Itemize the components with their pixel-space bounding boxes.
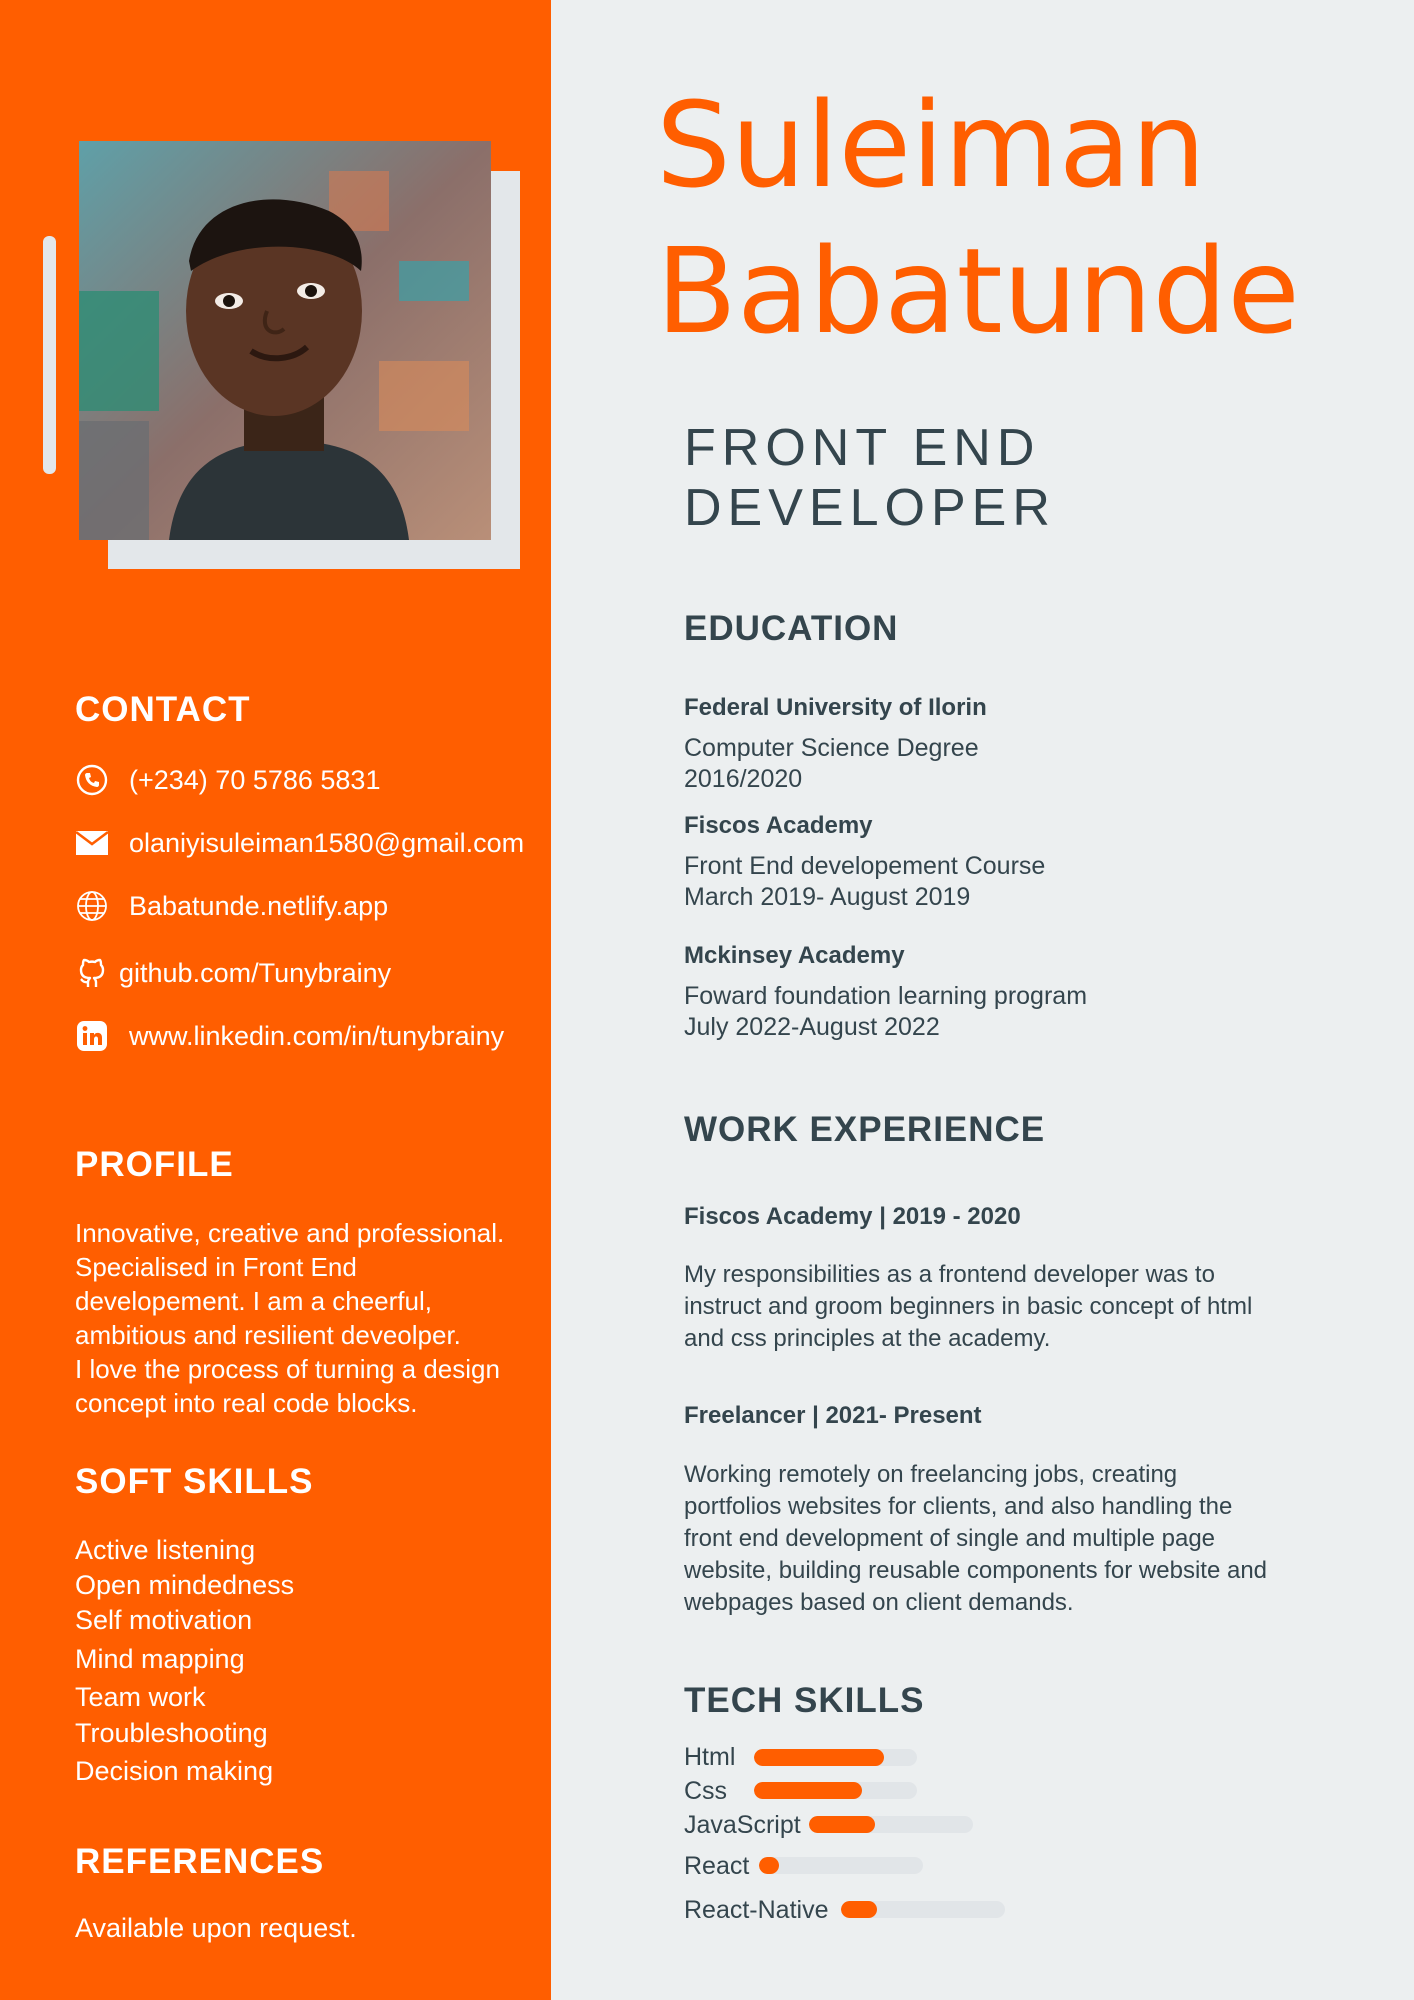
education-dates: March 2019- August 2019: [684, 883, 971, 911]
job-description-line: My responsibilities as a frontend developer was to: [684, 1261, 1215, 1288]
profile-text: [75, 1216, 515, 1420]
contact-email[interactable]: [75, 823, 524, 863]
contact-phone[interactable]: [75, 760, 380, 800]
job-description-line: front end development of single and multiple page: [684, 1525, 1216, 1552]
education-school: Federal University of Ilorin: [684, 694, 987, 721]
github-text: github.com/Tunybrainy: [119, 957, 392, 988]
tech-skill-bar-track: [754, 1782, 917, 1799]
website-text: Babatunde.netlify.app: [129, 890, 389, 921]
portrait-illustration: [79, 141, 491, 540]
job-title: Freelancer | 2021- Present: [684, 1402, 982, 1429]
profile-line: Innovative, creative and professional.: [75, 1218, 505, 1248]
profile-photo: [79, 141, 491, 540]
contact-github[interactable]: [75, 953, 391, 993]
job-description-line: website, building reusable components for website and: [684, 1557, 1268, 1584]
tech-skill-bar-fill: [759, 1857, 779, 1874]
linkedin-text: www.linkedin.com/in/tunybrainy: [129, 1020, 505, 1051]
decorative-accent-bar: [43, 236, 56, 474]
soft-skill-item: Team work: [75, 1682, 206, 1712]
work-experience-heading: WORK EXPERIENCE: [684, 1110, 1046, 1149]
soft-skill-item: Active listening: [75, 1535, 256, 1565]
education-school: Fiscos Academy: [684, 812, 873, 839]
profile-line: concept into real code blocks.: [75, 1388, 418, 1418]
tech-skills-heading: TECH SKILLS: [684, 1681, 925, 1720]
references-heading: REFERENCES: [75, 1842, 325, 1881]
soft-skill-item: Self motivation: [75, 1605, 253, 1635]
job-description-line: portfolios websites for clients, and also handling the: [684, 1493, 1233, 1520]
tech-skill-bar-fill: [754, 1749, 884, 1766]
soft-skills-heading: SOFT SKILLS: [75, 1462, 314, 1501]
soft-skill-item: Troubleshooting: [75, 1718, 268, 1748]
education-dates: July 2022-August 2022: [684, 1013, 940, 1041]
tech-skill-row: [684, 1740, 735, 1774]
tech-skill-row: [684, 1893, 829, 1927]
tech-skill-bar-track: [759, 1857, 923, 1874]
education-program: Foward foundation learning program: [684, 982, 1088, 1010]
education-heading: EDUCATION: [684, 609, 899, 648]
profile-heading: PROFILE: [75, 1145, 234, 1184]
contact-website[interactable]: [75, 886, 388, 926]
education-dates: 2016/2020: [684, 765, 803, 793]
main-content: [551, 0, 1414, 2000]
job-description: [684, 1259, 1284, 1355]
last-name: Babatunde: [656, 222, 1300, 360]
tech-skill-bar-track: [841, 1901, 1005, 1918]
soft-skill-item: Open mindedness: [75, 1570, 295, 1600]
contact-heading: CONTACT: [75, 690, 251, 729]
profile-line: ambitious and resilient deveolper.: [75, 1320, 461, 1350]
education-program: Front End developement Course: [684, 852, 1046, 880]
job-description: [684, 1459, 1284, 1619]
sidebar: [0, 0, 551, 2000]
linkedin-icon: [75, 1019, 109, 1053]
phone-icon: [75, 763, 109, 797]
job-description-line: webpages based on client demands.: [684, 1589, 1074, 1616]
tech-skill-bar-track: [809, 1816, 973, 1833]
tech-skill-label: Html: [684, 1742, 736, 1771]
tech-skill-bar-fill: [754, 1782, 862, 1799]
globe-icon: [75, 889, 109, 923]
mail-icon: [75, 826, 109, 860]
education-program: Computer Science Degree: [684, 734, 979, 762]
job-description-line: and css principles at the academy.: [684, 1325, 1051, 1352]
profile-line: I love the process of turning a design: [75, 1354, 500, 1384]
soft-skill-item: Decision making: [75, 1756, 274, 1786]
email-text: olaniyisuleiman1580@gmail.com: [129, 827, 525, 858]
tech-skill-label: React: [684, 1851, 750, 1880]
phone-text: (+234) 70 5786 5831: [129, 764, 381, 795]
tech-skill-bar-track: [754, 1749, 917, 1766]
profile-line: developement. I am a cheerful,: [75, 1286, 432, 1316]
soft-skill-item: Mind mapping: [75, 1644, 245, 1674]
profile-line: Specialised in Front End: [75, 1252, 357, 1282]
tech-skill-label: React-Native: [684, 1895, 829, 1924]
tech-skill-row: [684, 1774, 727, 1808]
job-description-line: Working remotely on freelancing jobs, creating: [684, 1461, 1178, 1488]
education-school: Mckinsey Academy: [684, 942, 905, 969]
references-text: Available upon request.: [75, 1913, 357, 1943]
job-description-line: instruct and groom beginners in basic concept of html: [684, 1293, 1253, 1320]
job-role: FRONT END DEVELOPER: [684, 419, 1056, 537]
tech-skill-bar-fill: [841, 1901, 877, 1918]
contact-linkedin[interactable]: [75, 1016, 504, 1056]
tech-skill-row: [684, 1849, 749, 1883]
job-title: Fiscos Academy | 2019 - 2020: [684, 1203, 1021, 1230]
tech-skill-row: [684, 1808, 801, 1842]
tech-skill-bar-fill: [809, 1816, 875, 1833]
tech-skill-label: Css: [684, 1776, 728, 1805]
first-name: Suleiman: [656, 76, 1206, 214]
github-icon: [75, 956, 109, 990]
tech-skill-label: JavaScript: [684, 1810, 801, 1839]
